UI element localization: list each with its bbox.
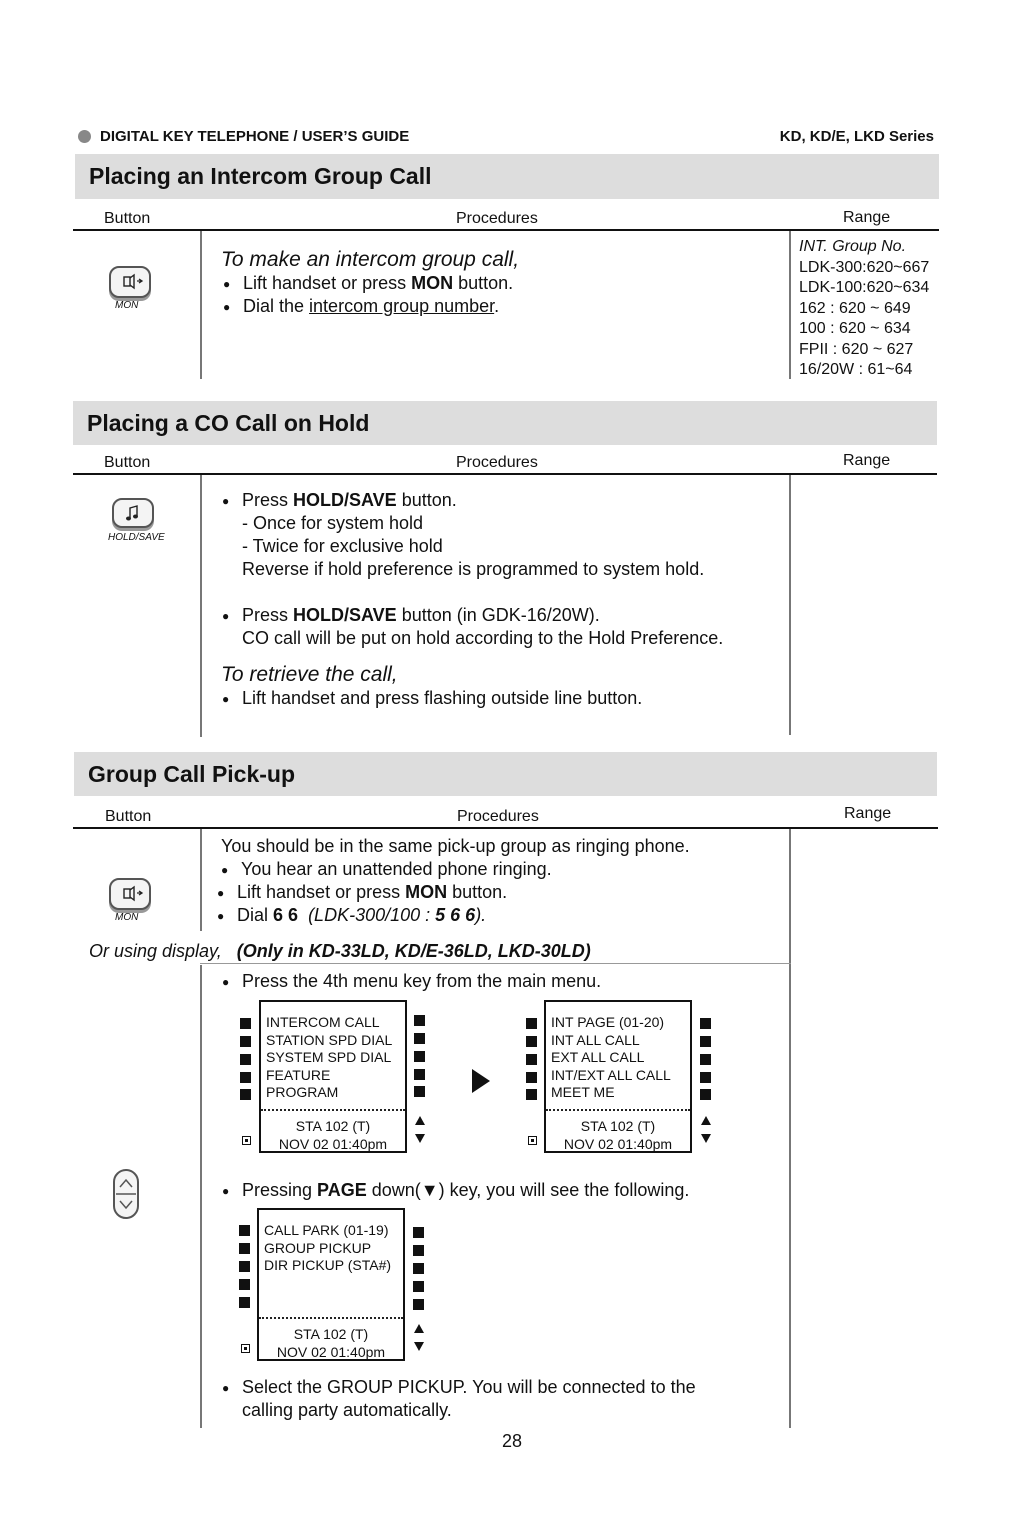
section-title-text: Placing an Intercom Group Call <box>89 163 432 189</box>
lcd-screen <box>544 1000 692 1153</box>
lcd-status-station: STA 102 (T) <box>580 1118 656 1134</box>
soft-key-icon[interactable] <box>240 1036 251 1047</box>
column-procedures: Procedures <box>457 808 539 825</box>
page-up-icon <box>701 1116 711 1125</box>
page-up-icon <box>415 1116 425 1125</box>
range-item: INT. Group No. <box>799 238 907 255</box>
soft-key-icon[interactable] <box>700 1072 711 1083</box>
range-item: LDK-100:620~634 <box>799 279 930 296</box>
lcd-status-station: STA 102 (T) <box>295 1118 371 1134</box>
range-item: 162 : 620 ~ 649 <box>799 299 911 317</box>
retrieve-heading: To retrieve the call, <box>221 663 398 686</box>
lcd-main-menu <box>235 1000 435 1155</box>
indicator-icon <box>242 1136 251 1145</box>
page-down-icon <box>701 1134 711 1143</box>
series-label: KD, KD/E, LKD Series <box>779 128 934 145</box>
soft-key-icon[interactable] <box>240 1018 251 1029</box>
column-button: Button <box>104 454 151 471</box>
step-press-menu-key: ● Press the 4th menu key from the main menu. <box>222 970 601 993</box>
step-retrieve: ● Lift handset and press flashing outside line button. <box>222 687 787 710</box>
column-range: Range <box>843 209 891 226</box>
soft-key-icon[interactable] <box>413 1299 424 1310</box>
lcd-status-date: NOV 02 01:40pm <box>278 1136 388 1152</box>
lcd-status-date: NOV 02 01:40pm <box>276 1344 386 1360</box>
column-procedures: Procedures <box>456 454 538 471</box>
column-divider <box>200 231 202 379</box>
soft-key-icon[interactable] <box>240 1089 251 1100</box>
mon-key-icon <box>106 266 152 314</box>
step-press-hold-gdk: ● Press HOLD/SAVE button (in GDK-16/20W). <box>222 604 787 627</box>
column-range: Range <box>844 805 892 822</box>
soft-key-icon[interactable] <box>526 1018 537 1029</box>
soft-key-icon[interactable] <box>239 1279 250 1290</box>
display-divider <box>200 963 791 964</box>
table-rule <box>73 473 937 475</box>
indicator-icon <box>528 1136 537 1145</box>
soft-key-icon[interactable] <box>413 1245 424 1256</box>
soft-key-icon[interactable] <box>414 1015 425 1026</box>
indicator-icon <box>241 1344 250 1353</box>
range-item: 100 : 620 ~ 634 <box>799 320 911 337</box>
soft-key-icon[interactable] <box>526 1036 537 1047</box>
lcd-line: DIR PICKUP (STA#) <box>264 1257 392 1273</box>
section-title-text: Placing a CO Call on Hold <box>87 409 370 436</box>
step-page-down: ● Pressing PAGE down(▼) key, you will see the following. <box>222 1179 689 1202</box>
page-down-icon <box>415 1134 425 1143</box>
section-title-co-call-hold <box>73 401 937 445</box>
column-range: Range <box>843 452 891 469</box>
lcd-line: STATION SPD DIAL <box>266 1031 393 1048</box>
column-divider <box>200 965 202 1428</box>
soft-key-icon[interactable] <box>239 1225 250 1236</box>
lcd-line: MEET ME <box>551 1084 615 1100</box>
range-item: 16/20W : 61~64 <box>799 361 913 378</box>
range-list <box>799 237 929 381</box>
lcd-pickup-menu <box>234 1208 434 1363</box>
lcd-line: GROUP PICKUP <box>264 1239 372 1256</box>
intro-text: To make an intercom group call, <box>221 248 520 271</box>
column-button: Button <box>104 210 151 227</box>
column-divider <box>789 231 791 379</box>
procedure-intercom <box>221 248 781 318</box>
soft-key-icon[interactable] <box>413 1263 424 1274</box>
hold-note: Reverse if hold preference is programmed to system hold. <box>242 559 705 579</box>
procedure-hold <box>222 489 787 710</box>
page-key-icon <box>110 1168 144 1222</box>
bullet-dot-icon <box>78 130 91 143</box>
soft-key-icon[interactable] <box>413 1227 424 1238</box>
hold-option-system: - Once for system hold <box>242 513 424 533</box>
lcd-line: INT/EXT ALL CALL <box>551 1066 671 1083</box>
soft-key-icon[interactable] <box>700 1036 711 1047</box>
lcd-line: FEATURE <box>266 1066 331 1083</box>
arrow-right-icon <box>470 1068 492 1094</box>
guide-title-text: DIGITAL KEY TELEPHONE / USER’S GUIDE <box>100 128 410 145</box>
intercom-group-number-link: intercom group number <box>309 296 495 316</box>
lcd-screen <box>257 1208 405 1361</box>
pickup-intro: You should be in the same pick-up group as ringing phone. <box>221 836 690 856</box>
guide-title <box>78 128 409 145</box>
lcd-status-station: STA 102 (T) <box>293 1326 369 1342</box>
section-title-text: Group Call Pick-up <box>88 760 296 787</box>
soft-key-icon[interactable] <box>413 1281 424 1292</box>
page-number: 28 <box>501 1431 523 1451</box>
column-procedures: Procedures <box>456 210 538 227</box>
lcd-line: SYSTEM SPD DIAL <box>266 1049 392 1065</box>
soft-key-icon[interactable] <box>700 1018 711 1029</box>
soft-key-icon[interactable] <box>414 1086 425 1097</box>
procedure-pickup <box>221 835 786 927</box>
step-select-group-pickup: ● Select the GROUP PICKUP. You will be connected to the calling party automatically. <box>222 1376 787 1422</box>
range-item: LDK-300:620~667 <box>799 258 930 276</box>
soft-key-icon[interactable] <box>700 1054 711 1065</box>
step-dial-group: ● Dial the intercom group number. <box>223 295 781 318</box>
page-down-icon <box>414 1342 424 1351</box>
range-item: FPII : 620 ~ 627 <box>799 340 914 358</box>
lcd-line: INTERCOM CALL <box>266 1014 380 1030</box>
hold-preference-note: CO call will be put on hold according to the Hold Preference. <box>242 628 724 648</box>
table-rule <box>73 827 938 829</box>
section-title-intercom-group-call <box>75 154 939 199</box>
mon-key-icon <box>106 878 152 926</box>
lcd-line: INT PAGE (01-20) <box>551 1014 665 1030</box>
hold-option-exclusive: - Twice for exclusive hold <box>242 536 443 556</box>
column-divider <box>789 475 791 735</box>
soft-key-icon[interactable] <box>239 1297 250 1308</box>
lcd-line: CALL PARK (01-19) <box>264 1222 389 1238</box>
lcd-line: PROGRAM <box>266 1084 339 1100</box>
soft-key-icon[interactable] <box>414 1051 425 1062</box>
soft-key-icon[interactable] <box>414 1033 425 1044</box>
hold-save-key-label: HOLD/SAVE <box>108 532 165 543</box>
soft-key-icon[interactable] <box>239 1261 250 1272</box>
step-lift-handset: ● Lift handset or press MON button. <box>221 881 786 904</box>
step-hear-ringing: ● You hear an unattended phone ringing. <box>221 858 786 881</box>
column-divider <box>789 829 791 1428</box>
lcd-intercom-call-menu <box>521 1000 721 1155</box>
mon-key-label: MON <box>115 912 139 923</box>
table-rule <box>73 229 939 231</box>
column-divider <box>200 829 202 931</box>
section-title-group-call-pickup <box>74 752 937 796</box>
lcd-line: EXT ALL CALL <box>551 1049 645 1065</box>
lcd-line: INT ALL CALL <box>551 1031 640 1048</box>
soft-key-icon[interactable] <box>414 1069 425 1080</box>
soft-key-icon[interactable] <box>526 1054 537 1065</box>
step-lift-handset: ● Lift handset or press MON button. <box>223 272 781 295</box>
soft-key-icon[interactable] <box>700 1089 711 1100</box>
soft-key-icon[interactable] <box>526 1089 537 1100</box>
page-up-icon <box>414 1324 424 1333</box>
column-divider <box>200 475 202 737</box>
step-dial-66: ● Dial 6 6 (LDK-300/100 : 5 6 6). <box>221 904 786 927</box>
soft-key-icon[interactable] <box>526 1072 537 1083</box>
hold-save-key-icon <box>106 498 165 544</box>
lcd-status-date: NOV 02 01:40pm <box>563 1136 673 1152</box>
column-button: Button <box>105 808 152 825</box>
soft-key-icon[interactable] <box>240 1072 251 1083</box>
soft-key-icon[interactable] <box>240 1054 251 1065</box>
step-press-hold: ● Press HOLD/SAVE button. <box>222 489 787 512</box>
or-using-display: Or using display, (Only in KD-33LD, KD/E-36LD, LKD-30LD) <box>89 941 591 961</box>
mon-key-label: MON <box>115 300 139 311</box>
soft-key-icon[interactable] <box>239 1243 250 1254</box>
lcd-screen <box>259 1000 407 1153</box>
